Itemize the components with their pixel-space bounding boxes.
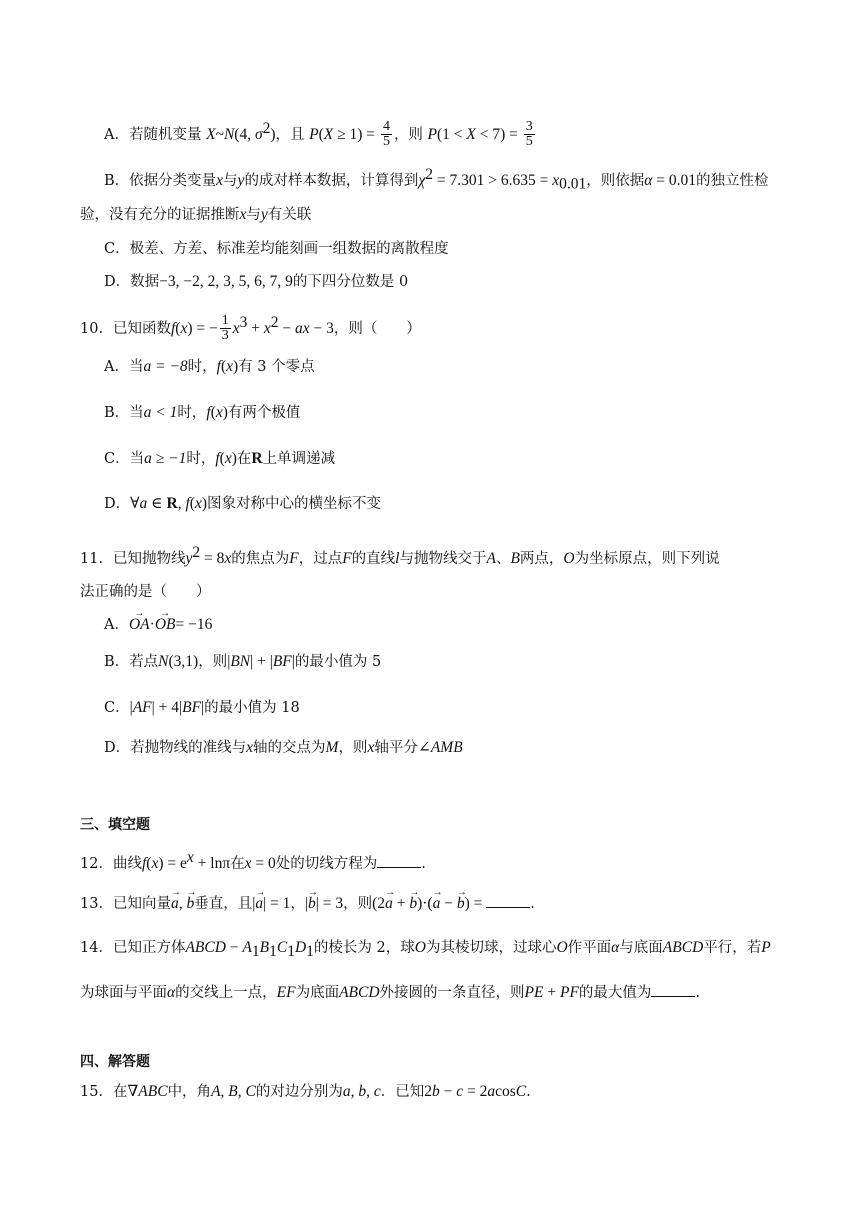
q11-option-a: A．→ OA·→ OB= −16: [104, 615, 212, 635]
answer-blank: [486, 893, 530, 908]
section-fill-in-title: 三、填空题: [80, 817, 150, 833]
q10-option-d: D．∀a ∈ R, f(x)图象对称中心的横坐标不变: [104, 495, 381, 512]
q9-a-frac2: $\frac{3}{5}$: [525, 119, 533, 150]
q9-option-b-cont: 验，没有充分的证据推断x与y有关联: [80, 206, 312, 223]
q14-cont: 为球面与平面α的交线上一点，EF为底面ABCD外接圆的一条直径，则PE + PF的最大值为 .: [80, 984, 701, 1001]
q15: 15．在∇ABC中，角A, B, C的对边分别为a, b, c．已知2b − c = 2acosC.: [80, 1083, 531, 1100]
q11-option-b: B．若点N(3,1)，则|BN| + |BF|的最小值为 5: [104, 653, 382, 670]
q10-stem: 10．已知函数f(x) = − $\frac{1}{3}$ $x^3 + x^2$ − ax − 3，则（ ）: [80, 313, 421, 344]
q11-option-c: C．|AF| + 4|BF|的最小值为 18: [104, 699, 300, 716]
q13: 13．已知向量→ a, → b垂直，且|→ a| = 1，|→ b| = 3，则(2→ a + → b)·(→ a − → b) = .: [80, 893, 535, 914]
q10-option-b: B．当a < 1时，f(x)有两个极值: [104, 404, 301, 421]
q12: 12．曲线$f(x) = e^x + \ln\pi$在x = 0处的切线方程为 .: [80, 849, 426, 872]
q9-option-a: A．若随机变量 X~N(4, $\sigma^2$)，且 P(X ≥ 1) = $\frac{4}{5}$ ，则 P(1 < X < 7) = $\frac{3}{5}$: [104, 119, 533, 150]
q9-option-b: B．依据分类变量x与y的成对样本数据，计算得到$\chi^2 = 7.301 > 6.635 = x_{0.01}$，则依据α = 0.01的独立性检: [104, 166, 769, 193]
q11-stem: 11．已知抛物线$y^2 = 8x$的焦点为F，过点F的直线l与抛物线交于A、B两点，O为坐标原点，则下列说: [80, 544, 720, 567]
answer-blank: [377, 853, 421, 868]
q14: 14．已知正方体ABCD − $A_1B_1C_1D_1$的棱长为 2，球O为其棱切球，过球心O作平面α与底面ABCD平行，若P: [80, 939, 771, 960]
q9-option-d: D．数据−3, −2, 2, 3, 5, 6, 7, 9的下四分位数是 0: [104, 273, 409, 290]
q11-option-d: D．若抛物线的准线与x轴的交点为M，则x轴平分∠AMB: [104, 739, 463, 756]
q9-option-c: C．极差、方差、标准差均能刻画一组数据的离散程度: [104, 241, 449, 257]
q10-option-a: A．当a = −8时，f(x)有 3 个零点: [104, 358, 315, 375]
q11-stem-cont: 法正确的是（ ）: [80, 584, 211, 600]
q9-a-frac1: $\frac{4}{5}$: [382, 119, 390, 150]
q10-option-c: C．当a ≥ −1时，f(x)在R上单调递减: [104, 450, 336, 467]
section-answer-title: 四、解答题: [80, 1054, 150, 1070]
answer-blank: [651, 982, 695, 997]
